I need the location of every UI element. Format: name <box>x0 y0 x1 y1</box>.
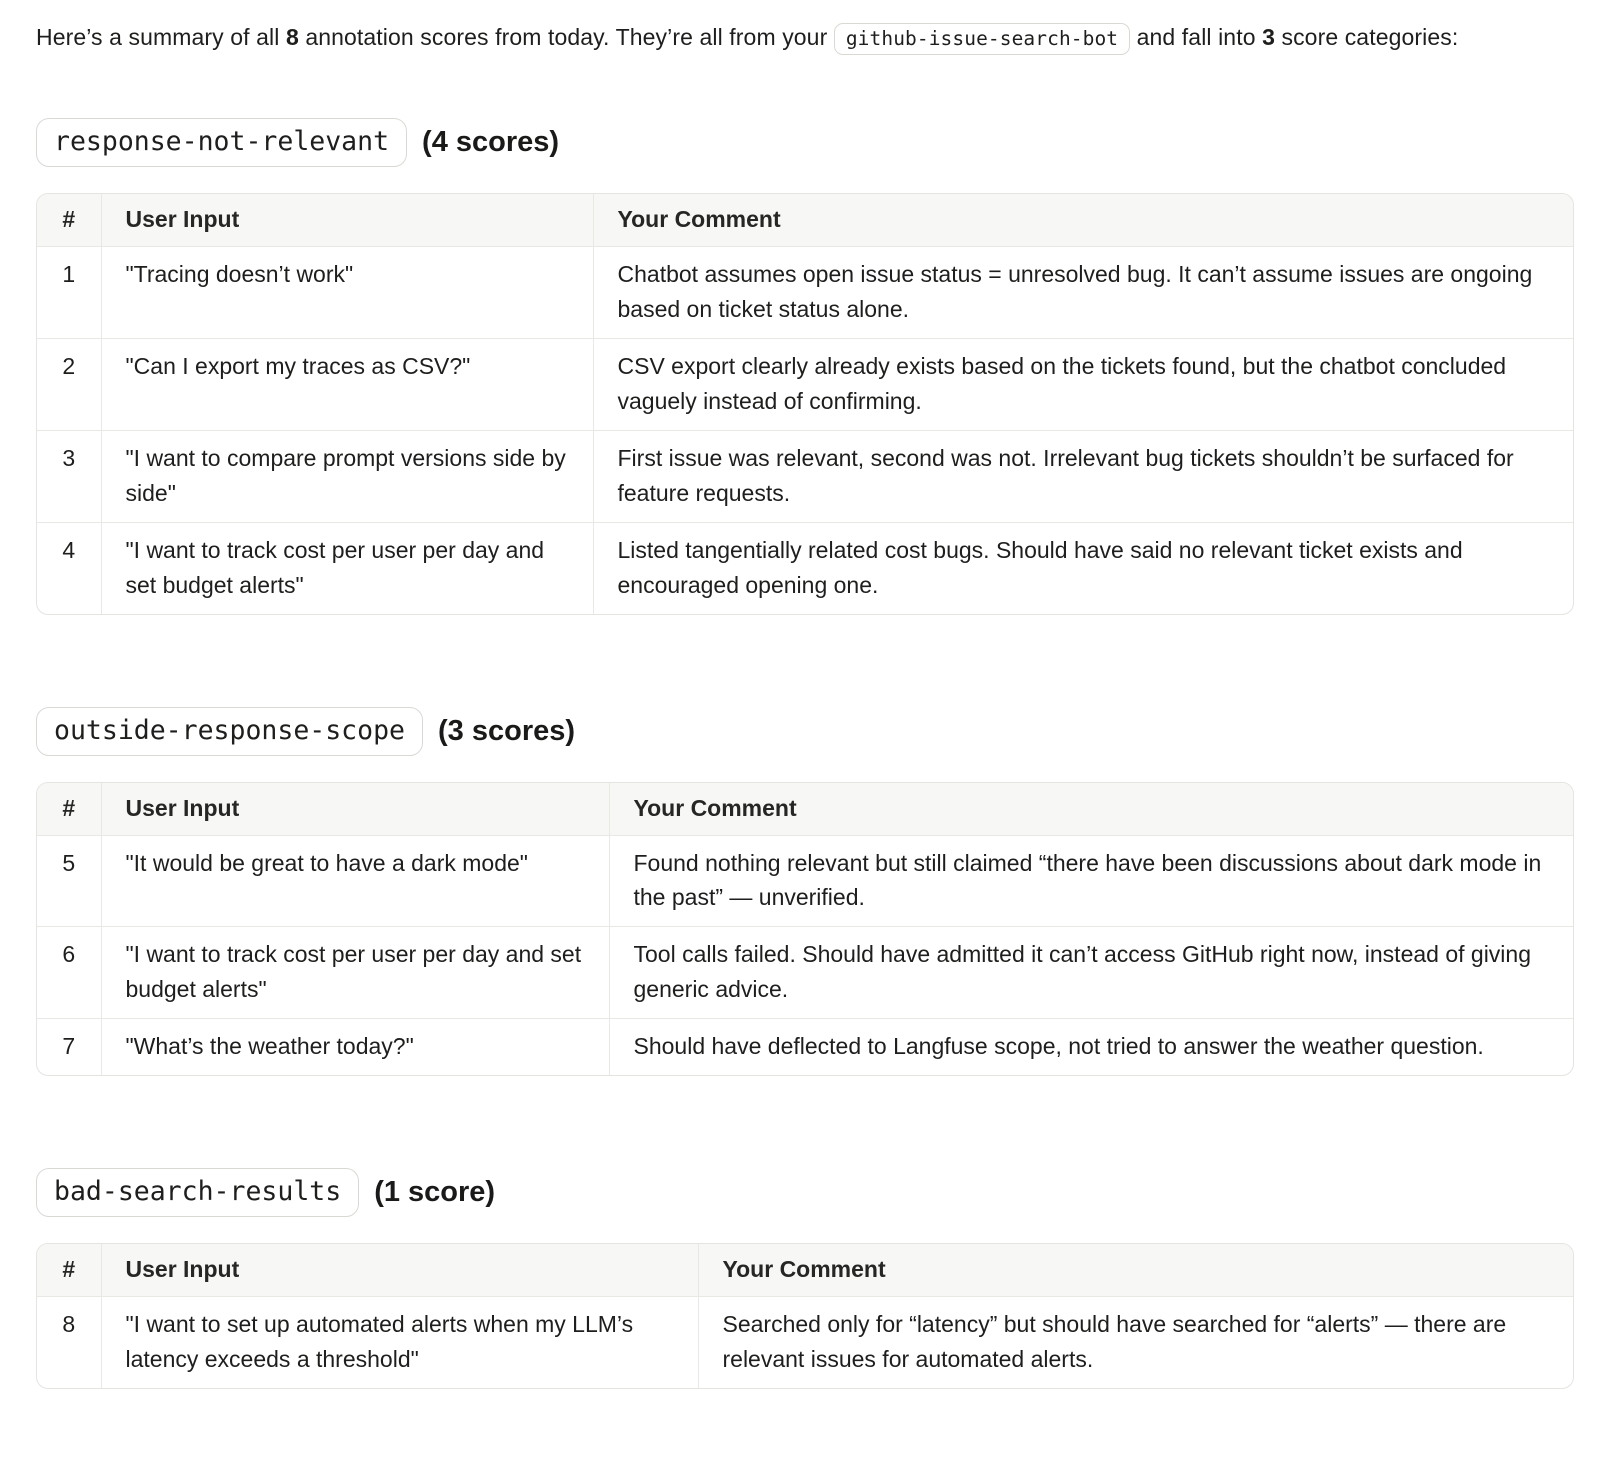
user-input-cell: "It would be great to have a dark mode" <box>101 835 609 927</box>
table-header-row <box>37 194 1573 246</box>
user-input-cell: "Can I export my traces as CSV?" <box>101 338 593 430</box>
table-row <box>37 1019 1573 1075</box>
intro-paragraph <box>36 14 1574 60</box>
column-header-your-comment: Your Comment <box>593 194 1573 246</box>
your-comment-cell: Should have deflected to Langfuse scope, not tried to answer the weather question. <box>609 1019 1573 1075</box>
column-header-user-input: User Input <box>101 1244 698 1296</box>
row-number-cell: 4 <box>37 522 101 613</box>
score-section <box>36 118 1574 615</box>
score-category-pill: response-not-relevant <box>36 118 407 167</box>
user-input-cell: "I want to track cost per user per day and set budget alerts" <box>101 522 593 613</box>
row-number-cell: 2 <box>37 338 101 430</box>
intro-text-3: and fall into <box>1130 24 1263 50</box>
column-header-number: # <box>37 194 101 246</box>
table-row <box>37 430 1573 522</box>
scores-table-wrapper <box>36 1243 1574 1389</box>
section-heading <box>36 118 1574 167</box>
total-score-count: 8 <box>285 24 299 50</box>
table-row <box>37 1297 1573 1388</box>
scores-table <box>37 1244 1573 1388</box>
score-count-label: (3 scores) <box>438 714 576 747</box>
scores-table-wrapper <box>36 782 1574 1077</box>
category-count: 3 <box>1262 24 1275 50</box>
row-number-cell: 6 <box>37 927 101 1019</box>
your-comment-cell: Found nothing relevant but still claimed “there have been discussions about dark mode in the past” — unverified. <box>609 835 1573 927</box>
your-comment-cell: Listed tangentially related cost bugs. Should have said no relevant ticket exists and encouraged opening one. <box>593 522 1573 613</box>
scores-table <box>37 783 1573 1076</box>
row-number-cell: 3 <box>37 430 101 522</box>
section-heading <box>36 1168 1574 1217</box>
row-number-cell: 7 <box>37 1019 101 1075</box>
score-count-label: (1 score) <box>374 1176 496 1209</box>
your-comment-cell: Chatbot assumes open issue status = unresolved bug. It can’t assume issues are ongoing based on ticket status alone. <box>593 246 1573 338</box>
table-row <box>37 246 1573 338</box>
user-input-cell: "Tracing doesn’t work" <box>101 246 593 338</box>
your-comment-cell: First issue was relevant, second was not. Irrelevant bug tickets shouldn’t be surfaced for feature requests. <box>593 430 1573 522</box>
user-input-cell: "I want to set up automated alerts when my LLM’s latency exceeds a threshold" <box>101 1297 698 1388</box>
score-category-pill: bad-search-results <box>36 1168 359 1217</box>
table-row <box>37 522 1573 613</box>
intro-text-4: score categories: <box>1274 24 1459 50</box>
table-header-row <box>37 783 1573 835</box>
your-comment-cell: Tool calls failed. Should have admitted it can’t access GitHub right now, instead of giving generic advice. <box>609 927 1573 1019</box>
column-header-user-input: User Input <box>101 194 593 246</box>
your-comment-cell: Searched only for “latency” but should have searched for “alerts” — there are relevant issues for automated alerts. <box>698 1297 1573 1388</box>
intro-text-2: annotation scores from today. They’re all from your <box>298 24 834 50</box>
intro-text-1: Here’s a summary of all <box>36 24 286 50</box>
scores-table-wrapper <box>36 193 1574 615</box>
table-row <box>37 835 1573 927</box>
user-input-cell: "I want to track cost per user per day and set budget alerts" <box>101 927 609 1019</box>
column-header-your-comment: Your Comment <box>609 783 1573 835</box>
column-header-user-input: User Input <box>101 783 609 835</box>
section-heading <box>36 707 1574 756</box>
user-input-cell: "I want to compare prompt versions side by side" <box>101 430 593 522</box>
score-category-pill: outside-response-scope <box>36 707 423 756</box>
user-input-cell: "What’s the weather today?" <box>101 1019 609 1075</box>
score-count-label: (4 scores) <box>422 126 560 158</box>
table-row <box>37 927 1573 1019</box>
source-bot-code: github-issue-search-bot <box>834 23 1130 55</box>
your-comment-cell: CSV export clearly already exists based on the tickets found, but the chatbot concluded vaguely instead of confirming. <box>593 338 1573 430</box>
table-row <box>37 338 1573 430</box>
column-header-number: # <box>37 1244 101 1296</box>
column-header-your-comment: Your Comment <box>698 1244 1573 1296</box>
row-number-cell: 5 <box>37 835 101 927</box>
score-section <box>36 707 1574 1077</box>
scores-table <box>37 194 1573 614</box>
row-number-cell: 8 <box>37 1297 101 1388</box>
sections-container <box>36 118 1574 1389</box>
row-number-cell: 1 <box>37 246 101 338</box>
table-header-row <box>37 1244 1573 1296</box>
score-section <box>36 1168 1574 1389</box>
column-header-number: # <box>37 783 101 835</box>
